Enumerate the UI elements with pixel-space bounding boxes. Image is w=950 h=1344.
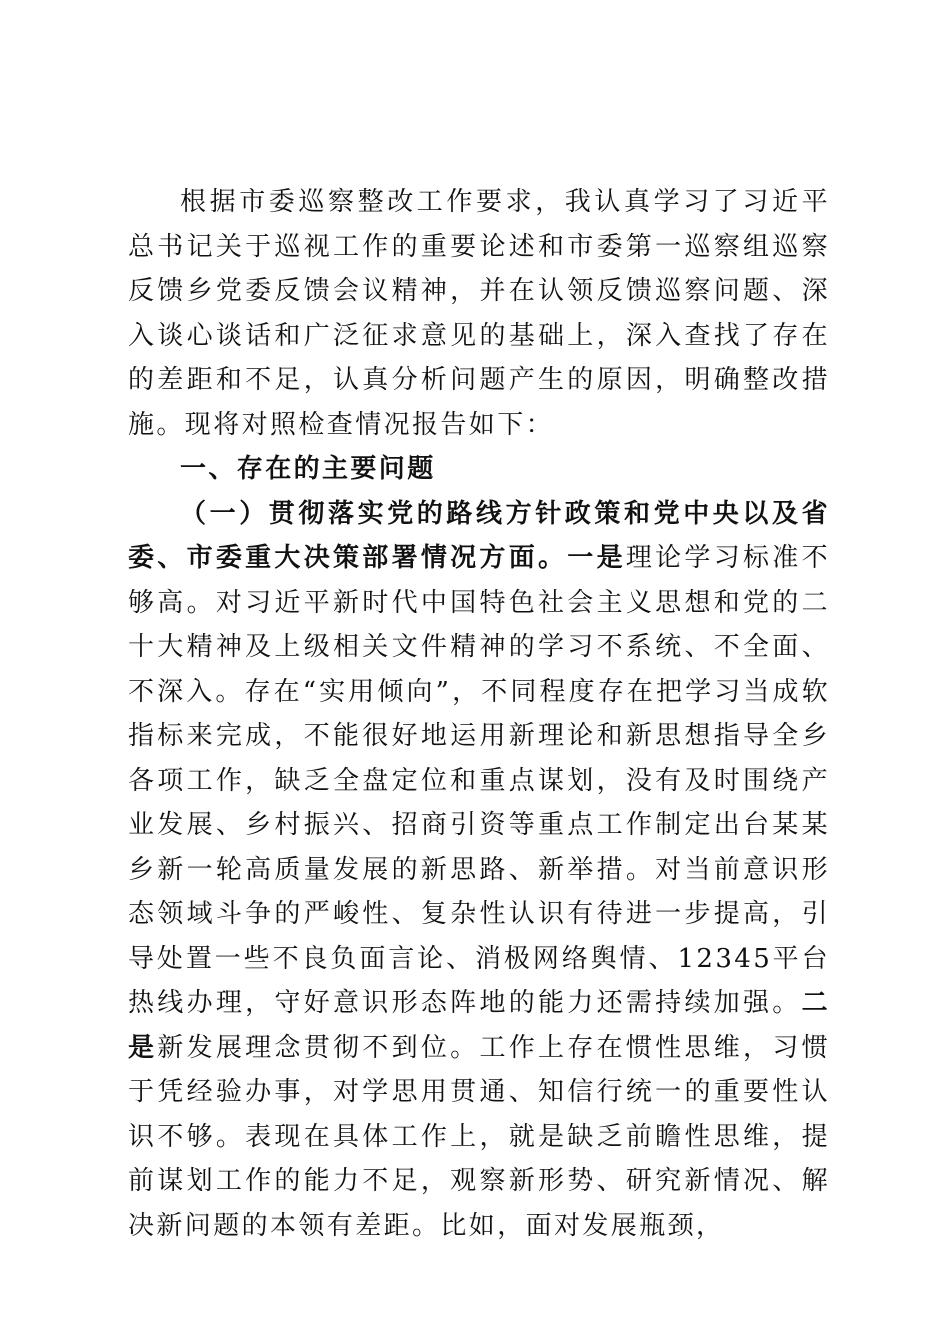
section-heading: 一、存在的主要问题 [180,454,436,484]
point1-text: 理论学习标准不够高。对习近平新时代中国特色社会主义思想和党的二十大精神及上级相关文件精神的学习不系统、不全面、不深入。存在“实用倾向”，不同程度存在把学习当成软指标来完成，不能很好地运用新理论和新思想指导全乡各项工作，缺乏全盘定位和重点谋划，没有及时围绕产业发展、乡村振兴、招商引资等重点工作制定出台某某乡新一轮高质量发展的新思路、新举措。对当前意识形态领域斗争的严峻性、复杂性认识有待进一步提高，引导处置一些不良负面言论、消极网络舆情、12345平台热线办理，守好意识形态阵地的能力还需持续加强。 [128,543,830,1018]
intro-paragraph: 根据市委巡察整改工作要求，我认真学习了习近平总书记关于巡视工作的重要论述和市委第一巡察组巡察反馈乡党委反馈会议精神，并在认领反馈巡察问题、深入谈心谈话和广泛征求意见的基础上，深入查找了存在的差距和不足，认真分析问题产生的原因，明确整改措施。现将对照检查情况报告如下： [128,187,830,440]
subsection-title: （一）贯彻落实党的路线方针政策和党中央以及省委、市委重大决策部署情况方面。 [128,498,830,573]
point1-label: 一是 [567,543,626,573]
subsection-paragraph [128,492,830,1249]
point2-text: 新发展理念贯彻不到位。工作上存在惯性思维，习惯于凭经验办事，对学思用贯通、知信行统一的重要性认识不够。表现在具体工作上，就是缺乏前瞻性思维，提前谋划工作的能力不足，观察新形势、研究新情况、解决新问题的本领有差距。比如，面对发展瓶颈， [128,1032,831,1241]
point2-label: 二是 [128,988,830,1063]
document-body [128,180,830,1248]
